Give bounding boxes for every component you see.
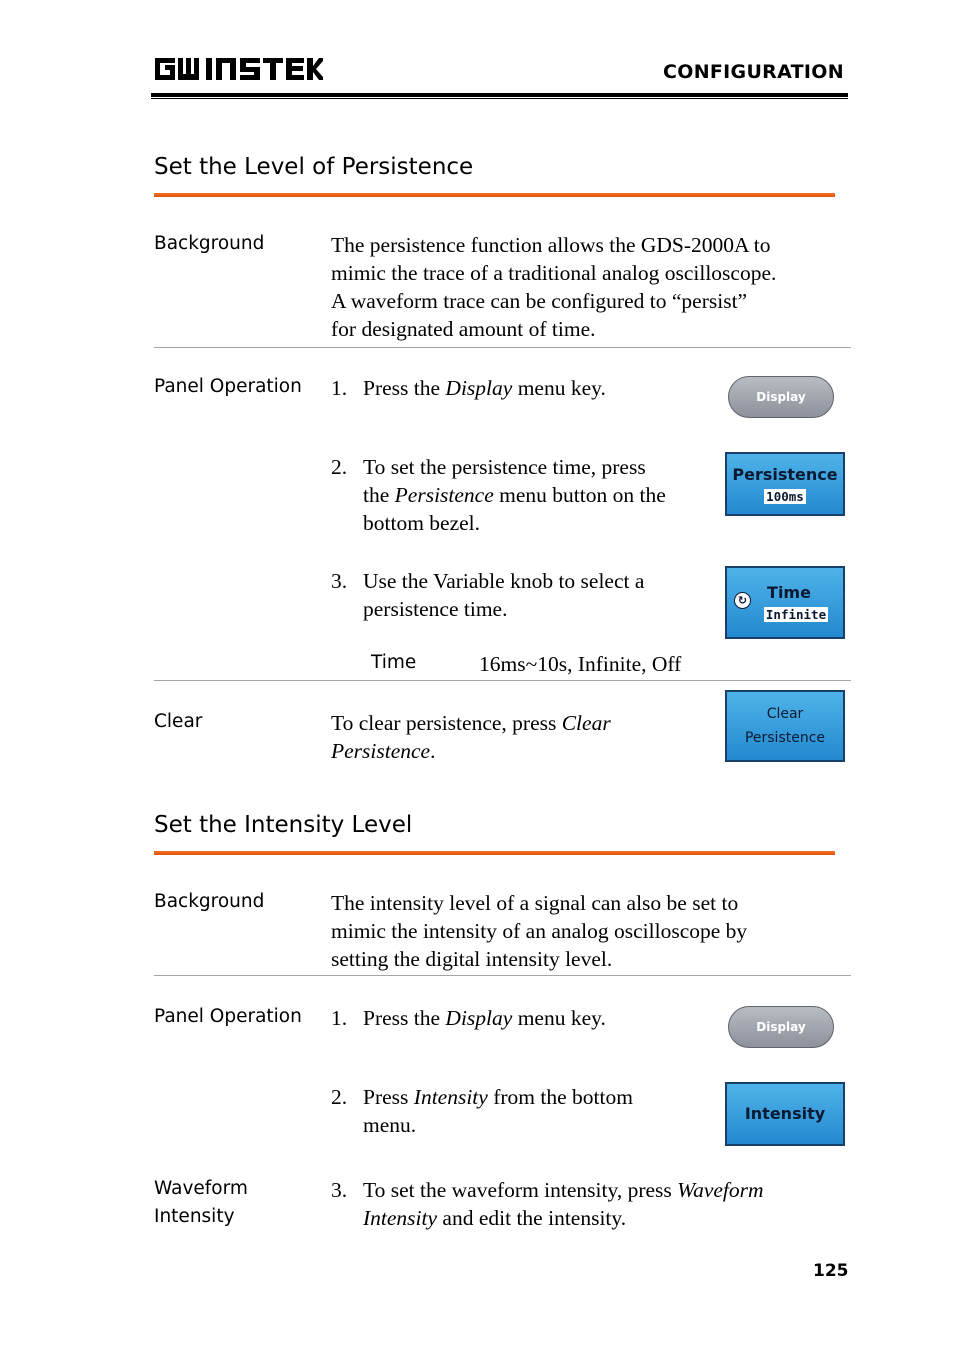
intensity-step1-text <box>363 1004 606 1032</box>
button-label: Persistence <box>732 464 838 484</box>
text-part: Press <box>363 1085 414 1109</box>
persistence-orange-rule <box>154 193 835 197</box>
header-rule-thin <box>151 98 848 99</box>
button-label: Persistence <box>744 730 826 746</box>
text-line <box>363 481 666 509</box>
persistence-menu-button[interactable] <box>725 452 845 516</box>
text-part: Press the <box>363 376 446 400</box>
divider <box>154 680 851 681</box>
intensity-section-title: Set the Intensity Level <box>154 812 413 838</box>
display-key-ref: Display <box>445 376 513 400</box>
text-part: menu key. <box>512 1006 606 1030</box>
clear-button-ref: Persistence <box>331 739 431 763</box>
persistence-section-title: Set the Level of Persistence <box>154 154 474 180</box>
step-number: 3. <box>331 1178 348 1202</box>
text-part: the <box>363 483 395 507</box>
background-line: The intensity level of a signal can also be set to <box>331 891 739 915</box>
intensity-step2-text <box>363 1083 633 1139</box>
intensity-background-label: Background <box>154 891 265 912</box>
display-key-button[interactable]: Display <box>728 1006 834 1048</box>
text-line <box>363 1204 764 1232</box>
header-rule <box>151 93 848 97</box>
persistence-step2-text <box>363 453 666 537</box>
persistence-background-text <box>331 231 851 343</box>
text-part: menu key. <box>512 376 606 400</box>
text-line <box>363 1176 764 1204</box>
button-value: 100ms <box>766 488 804 504</box>
text-line: menu. <box>363 1113 417 1137</box>
text-part: from the bottom <box>487 1085 633 1109</box>
text-line <box>363 1083 633 1111</box>
label-line: Intensity <box>154 1206 235 1227</box>
step-number: 2. <box>331 1085 348 1109</box>
clear-persistence-button[interactable] <box>725 690 845 762</box>
text-line <box>331 709 611 737</box>
clear-label: Clear <box>154 711 203 732</box>
intensity-panel-operation-label: Panel Operation <box>154 1006 302 1027</box>
persistence-background-label: Background <box>154 233 265 254</box>
time-range-value: 16ms~10s, Infinite, Off <box>479 652 682 676</box>
waveform-intensity-label <box>154 1175 248 1231</box>
background-line: mimic the intensity of an analog oscilloscope by <box>331 919 748 943</box>
background-line: setting the digital intensity level. <box>331 947 613 971</box>
background-line: A waveform trace can be configured to “persist” <box>331 289 748 313</box>
time-menu-button[interactable] <box>725 566 845 639</box>
waveform-intensity-ref: Intensity <box>363 1206 438 1230</box>
intensity-background-text <box>331 889 851 973</box>
text-line: To set the persistence time, press <box>363 455 646 479</box>
header-section-title: CONFIGURATION <box>663 61 844 83</box>
gw-instek-logo <box>153 56 323 82</box>
text-part: menu button on the <box>493 483 666 507</box>
label-line: Waveform <box>154 1178 248 1199</box>
waveform-intensity-ref: Waveform <box>677 1178 764 1202</box>
intensity-step3-text <box>363 1176 764 1232</box>
background-line: The persistence function allows the GDS-2000A to <box>331 233 771 257</box>
text-part: Press the <box>363 1006 446 1030</box>
text-line: Use the Variable knob to select a <box>363 569 645 593</box>
background-line: for designated amount of time. <box>331 317 596 341</box>
page-number: 125 <box>813 1261 849 1281</box>
divider <box>154 975 851 976</box>
divider <box>154 347 851 348</box>
button-label: Time <box>767 583 811 602</box>
text-part: and edit the intensity. <box>437 1206 627 1230</box>
display-key-ref: Display <box>445 1006 513 1030</box>
background-line: mimic the trace of a traditional analog oscilloscope. <box>331 261 777 285</box>
clear-button-ref: Clear <box>561 711 611 735</box>
button-label: Clear <box>766 706 804 722</box>
persistence-step3-text <box>363 567 644 623</box>
text-line: bottom bezel. <box>363 511 481 535</box>
step-number: 1. <box>331 376 348 400</box>
persistence-step1-text <box>363 374 606 402</box>
intensity-menu-button[interactable] <box>725 1082 845 1146</box>
intensity-orange-rule <box>154 851 835 855</box>
text-part: To set the waveform intensity, press <box>363 1178 678 1202</box>
text-part: . <box>430 739 436 763</box>
persistence-panel-operation-label: Panel Operation <box>154 376 302 397</box>
variable-knob-icon: ↻ <box>734 592 751 609</box>
text-part: To clear persistence, press <box>331 711 562 735</box>
text-line <box>331 737 611 765</box>
step-number: 2. <box>331 455 348 479</box>
persistence-button-ref: Persistence <box>394 483 494 507</box>
time-range-label: Time <box>371 652 417 673</box>
step-number: 1. <box>331 1006 348 1030</box>
step-number: 3. <box>331 569 348 593</box>
display-key-button[interactable]: Display <box>728 376 834 418</box>
text-line: persistence time. <box>363 597 508 621</box>
intensity-button-ref: Intensity <box>413 1085 488 1109</box>
button-value: Infinite <box>765 607 827 622</box>
clear-text <box>331 709 611 765</box>
button-label: Intensity <box>744 1104 826 1123</box>
